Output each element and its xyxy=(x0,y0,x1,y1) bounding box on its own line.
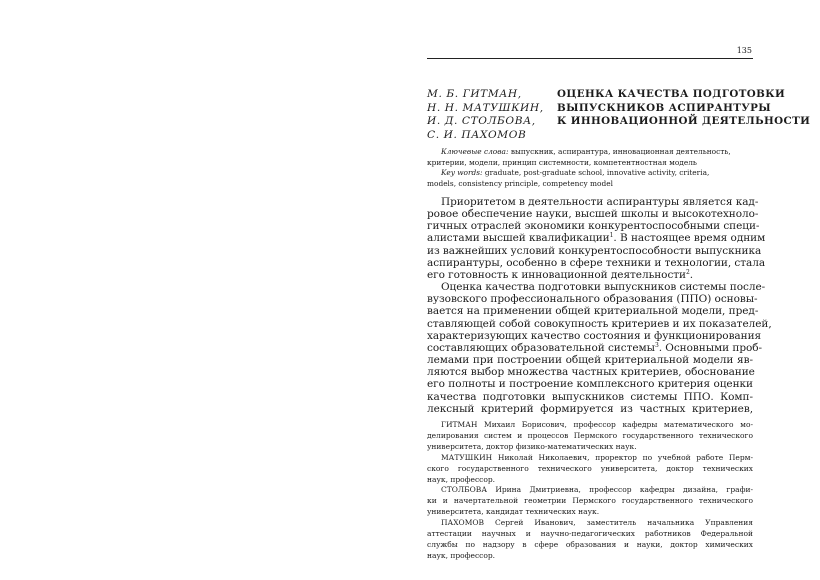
header-rule xyxy=(427,58,753,59)
note-line: службы по надзору в сфере образования и науки, доктор химических xyxy=(427,539,753,549)
body-line: ляются выбор множества частных критериев, обоснование xyxy=(427,366,755,379)
body-line: Оценка качества подготовки выпускников системы после- xyxy=(441,281,766,294)
keywords-en-label: Key words: xyxy=(441,168,483,177)
note-line: университета, доктор физико-математических наук. xyxy=(427,441,637,451)
body-line: аспирантуры, особенно в сфере техники и технологии, стала xyxy=(427,256,766,269)
body-line: лемами при построении общей критериальной модели яв- xyxy=(427,354,753,367)
note-line: МАТУШКИН Николай Николаевич, проректор по учебной работе Перм- xyxy=(441,452,753,462)
author-notes xyxy=(427,420,753,562)
body-line: его готовность к инновационной деятельности$^2$. xyxy=(427,268,694,281)
author-list xyxy=(427,88,544,142)
note-line: ки и начертательной геометрии Пермского государственного технического xyxy=(427,496,753,506)
body-line: составляющих образовательной системы$^3$. Основными проб- xyxy=(427,341,763,354)
title-line: ВЫПУСКНИКОВ АСПИРАНТУРЫ xyxy=(557,101,772,114)
keywords-block xyxy=(427,147,753,189)
body-line: ставляющей собой совокупность критериев и их показателей, xyxy=(427,317,772,330)
note-line: ПАХОМОВ Сергей Иванович, заместитель начальника Управления xyxy=(441,518,753,528)
title-line: ОЦЕНКА КАЧЕСТВА ПОДГОТОВКИ xyxy=(557,88,786,100)
note-line: аттестации научных и научно-педагогических работников Федеральной xyxy=(427,529,753,539)
body-line: вузовского профессионального образования (ППО) основы- xyxy=(427,293,758,306)
author-name: И. Д. СТОЛБОВА, xyxy=(427,115,536,127)
footnote-ref: 1 xyxy=(609,232,614,240)
body-line: качества подготовки выпускников системы ППО. Комп- xyxy=(427,390,753,403)
note-line: ГИТМАН Михаил Борисович, профессор кафедры математического мо- xyxy=(441,420,753,429)
body-line: характеризующих качество состояния и функционирования xyxy=(427,329,762,342)
note-line: ского государственного технического университета, доктор технических xyxy=(427,463,753,473)
author-name: С. И. ПАХОМОВ xyxy=(427,128,527,141)
body-line: гичных отраслей экономики конкурентоспособными специ- xyxy=(427,220,760,233)
body-line: ровое обеспечение науки, высшей школы и высокотехноло- xyxy=(427,208,759,221)
note-line: делирования систем и процессов Пермского государственного технического xyxy=(427,430,753,440)
body-line: алистами высшей квалификации$^1$. В настоящее время одним xyxy=(427,232,766,245)
keywords-ru-label: Ключевые слова: xyxy=(441,147,509,156)
body-line: лексный критерий формируется из частных критериев, xyxy=(427,402,753,415)
footnote-ref: 3 xyxy=(654,341,659,349)
note-line: университета, кандидат технических наук. xyxy=(427,507,600,517)
body-line: из важнейших условий конкурентоспособности выпускника xyxy=(427,244,762,257)
keywords-en-text: models, consistency principle, competency model xyxy=(427,178,613,188)
title-line: К ИННОВАЦИОННОЙ ДЕЯТЕЛЬНОСТИ xyxy=(557,115,811,127)
body-line: его полноты и построение комплексного критерия оценки xyxy=(427,378,753,391)
note-line: СТОЛБОВА Ирина Дмитриевна, профессор кафедры дизайна, графи- xyxy=(441,485,753,495)
author-name: Н. Н. МАТУШКИН, xyxy=(427,101,544,114)
note-line: наук, профессор. xyxy=(427,474,496,484)
author-name: М. Б. ГИТМАН, xyxy=(427,88,522,100)
note-line: наук, профессор. xyxy=(427,550,496,560)
keywords-en-text: graduate, post-graduate school, innovative activity, criteria, xyxy=(484,168,710,177)
article-title xyxy=(557,88,811,129)
footnote-ref: 2 xyxy=(686,268,690,276)
body-line: вается на применении общей критериальной модели, пред- xyxy=(427,305,759,318)
keywords-ru-text: выпускник, аспирантура, инновационная деятельность, xyxy=(510,147,731,156)
page-number: 135 xyxy=(736,46,752,55)
keywords-ru-text: критерии, модели, принцип системности, компетентностная модель xyxy=(427,157,697,167)
body-line: Приоритетом в деятельности аспирантуры является кад- xyxy=(441,196,759,208)
article-body xyxy=(427,196,772,415)
